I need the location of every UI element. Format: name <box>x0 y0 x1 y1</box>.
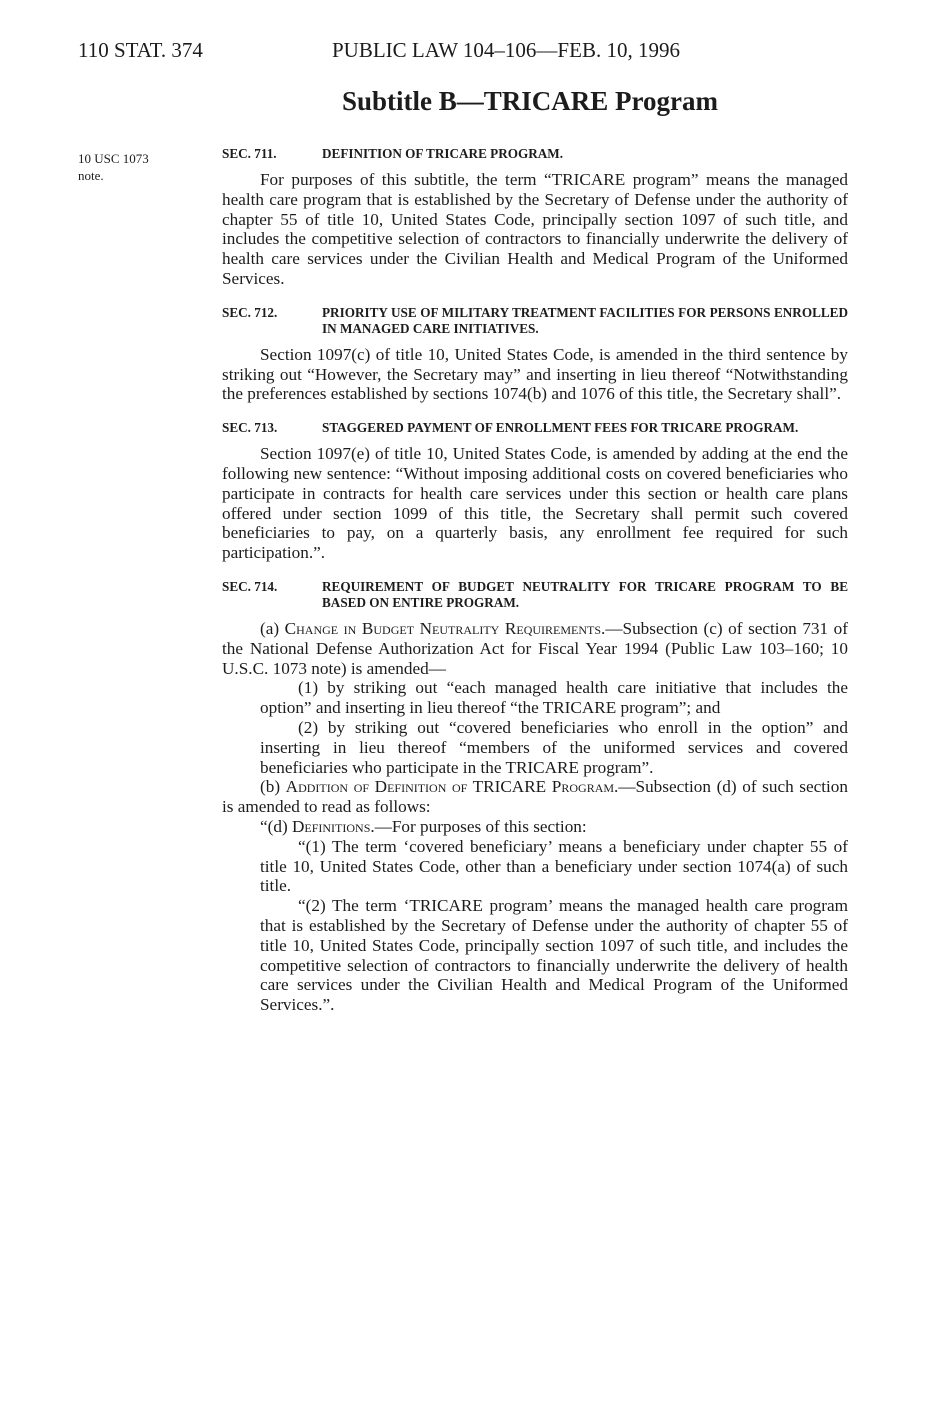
margin-note <box>78 150 188 184</box>
page-reference: 110 STAT. 374 <box>78 38 203 62</box>
subsection-a <box>222 619 848 678</box>
margin-note-line1: 10 USC 1073 <box>78 151 149 166</box>
section-714-heading <box>222 579 848 611</box>
section-712-text: Section 1097(c) of title 10, United States Code, is amended in the third sentence by striking out “However, the Secretary may” and inserting in lieu thereof “Notwithstanding the preferences established by sections 1074(b) and 1076 of this title, the Secretary shall”. <box>222 344 848 404</box>
section-number: SEC. 714. <box>222 578 278 594</box>
subsection-d-text: .—For purposes of this section: <box>370 816 587 836</box>
section-712-heading <box>222 305 848 337</box>
section-number: SEC. 713. <box>222 420 278 436</box>
margin-note-line2: note. <box>78 168 104 183</box>
document-body <box>222 146 848 1015</box>
subtitle-heading: Subtitle B—TRICARE Program <box>341 86 718 116</box>
section-713-heading <box>222 420 848 436</box>
section-title: REQUIREMENT OF BUDGET NEUTRALITY FOR TRICARE PROGRAM TO BE BASED ON ENTIRE PROGRAM. <box>322 578 848 610</box>
section-711-heading <box>222 146 848 162</box>
subsection-b-label: (b) <box>260 777 281 797</box>
subsection-b <box>222 777 848 817</box>
section-number: SEC. 711. <box>222 146 277 161</box>
subsection-b-heading: Addition of Definition of TRICARE Program <box>285 777 615 797</box>
paragraph-a1: (1) by striking out “each managed health care initiative that includes the option” and inserting in lieu thereof “the TRICARE program”; and <box>260 678 848 718</box>
section-713-text: Section 1097(e) of title 10, United States Code, is amended by adding at the end the following new sentence: “Without imposing additional costs on covered beneficiaries who participate in contracts for health care services under this section or health care plans offered under section 1099 of this title, the Secretary shall permit such covered beneficiaries to pay, on a quarterly basis, any enrollment fee required for such participation.”. <box>222 444 848 563</box>
paragraph-d1: “(1) The term ‘covered beneficiary’ means a beneficiary under chapter 55 of title 10, United States Code, other than a beneficiary under section 1074(a) of such title. <box>260 836 848 896</box>
section-title: STAGGERED PAYMENT OF ENROLLMENT FEES FOR TRICARE PROGRAM. <box>322 420 799 436</box>
subsection-d-label: “(d) <box>260 816 288 836</box>
subsection-a-heading: Change in Budget Neutrality Requirements <box>284 618 602 638</box>
section-number: SEC. 712. <box>222 304 278 320</box>
subsection-d-heading: Definitions <box>291 816 371 836</box>
section-title: DEFINITION OF TRICARE PROGRAM. <box>322 146 564 161</box>
paragraph-d2: “(2) The term ‘TRICARE program’ means the managed health care program that is established by the Secretary of Defense under the authority of chapter 55 of title 10, United States Code, principally section 1097 of such title, and includes the competitive selection of contractors to financially underwrite the delivery of health care services under the Civilian Health and Medical Program of the Uniformed Services.”. <box>260 896 848 1015</box>
subsection-b-text: .—Subsection (d) of such section is amended to read as follows: <box>222 777 848 817</box>
section-711-text: For purposes of this subtitle, the term “TRICARE program” means the managed health care program that is established by the Secretary of Defense under the authority of chapter 55 of title 10, United States Code, principally section 1097 of such title, and includes the competitive selection of contractors to financially underwrite the delivery of health care services under the Civilian Health and Medical Program of the Uniformed Services. <box>222 170 848 288</box>
section-title: PRIORITY USE OF MILITARY TREATMENT FACILITIES FOR PERSONS ENROLLED IN MANAGED CARE INITIATIVES. <box>322 304 848 336</box>
law-reference: PUBLIC LAW 104–106—FEB. 10, 1996 <box>332 38 680 62</box>
subsection-d <box>222 817 848 837</box>
paragraph-a2: (2) by striking out “covered beneficiaries who enroll in the option” and inserting in lieu thereof “members of the uniformed services and covered beneficiaries who participate in the TRICARE program”. <box>260 717 848 777</box>
subsection-a-label: (a) <box>260 618 280 638</box>
subsection-a-text: .—Subsection (c) of section 731 of the National Defense Authorization Act for Fiscal Year 1994 (Public Law 103–160; 10 U.S.C. 1073 note) is amended— <box>222 618 848 678</box>
